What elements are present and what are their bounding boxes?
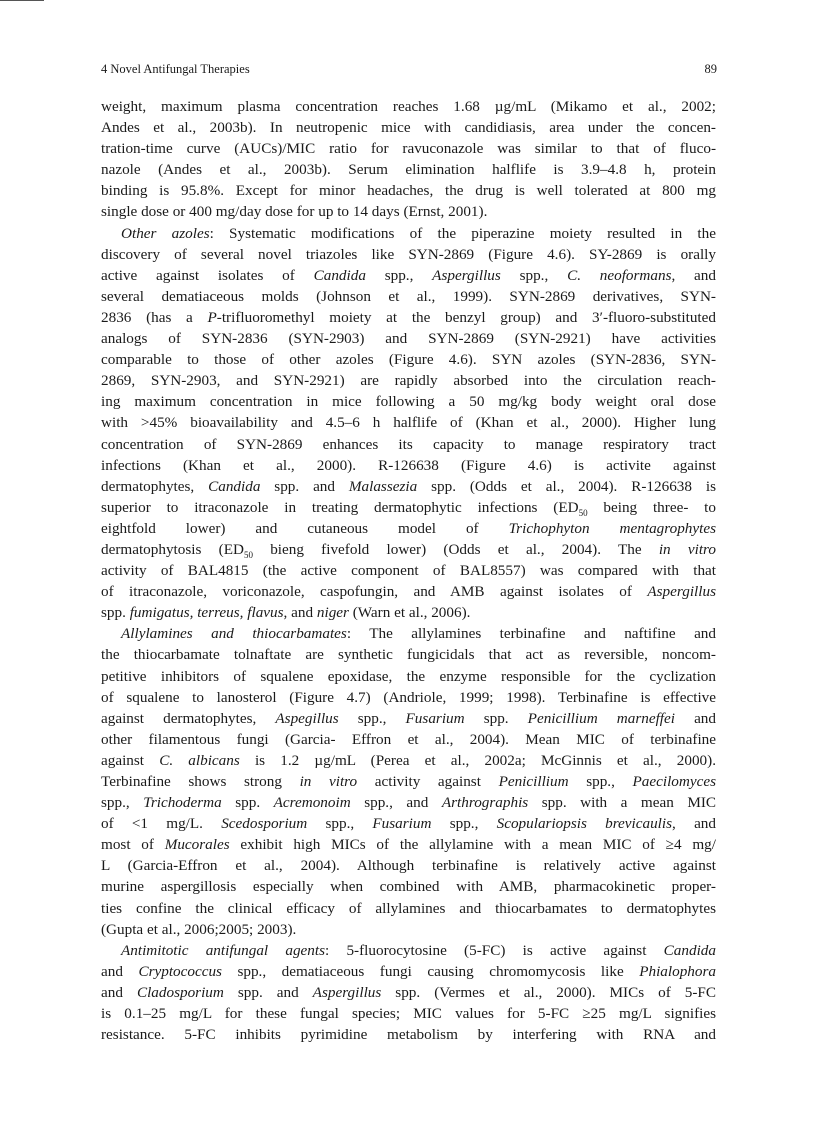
text-line: comparable to those of other azoles (Figure 4.6). SYN azoles (SYN-2836, SYN- [101,351,716,369]
text-line: 2836 (has a P-trifluoromethyl moiety at the benzyl group) and 3′-fluoro-substituted [101,308,716,326]
text-line: Allylamines and thiocarbamates: The allylamines terbinafine and naftifine and [121,625,716,643]
page-number: 89 [704,62,717,76]
text-line: (Gupta et al., 2006;2005; 2003). [101,920,297,938]
text-line: other filamentous fungi (Garcia- Effron et al., 2004). Mean MIC of terbinafine [101,730,716,748]
text-line: of itraconazole, voriconazole, caspofungin, and AMB against isolates of Aspergillus [101,583,716,601]
text-line: with >45% bioavailability and 4.5–6 h halflife of (Khan et al., 2000). Higher lung [101,414,716,432]
text-line: superior to itraconazole in treating dermatophytic infections ($ED_{50}$ being three- to [101,498,716,518]
text-line: nazole (Andes et al., 2003b). Serum elimination halflife is 3.9–4.8 h, protein [101,161,716,179]
text-line: tration-time curve (AUCs)/MIC ratio for ravuconazole was similar to that of fluco- [101,140,716,158]
text-line: concentration of SYN-2869 enhances its capacity to manage respiratory tract [101,435,716,453]
text-line: of squalene to lanosterol (Figure 4.7) (Andriole, 1999; 1998). Terbinafine is effective [101,688,716,706]
text-line: spp. fumigatus, terreus, flavus, and niger (Warn et al., 2006). [101,604,471,622]
text-line: petitive inhibitors of squalene epoxidase, the enzyme responsible for the cyclization [101,667,716,685]
text-line: ing maximum concentration in mice following a 50 mg/kg body weight oral dose [101,393,716,411]
text-line: Other azoles: Systematic modifications of the piperazine moiety resulted in the [121,224,716,242]
text-line: and Cryptococcus spp., dematiaceous fungi causing chromomycosis like Phialophora [101,962,716,980]
text-line: resistance. 5-FC inhibits pyrimidine metabolism by interfering with RNA and [101,1026,716,1044]
text-line: murine aspergillosis especially when combined with AMB, pharmacokinetic proper- [101,878,716,896]
text-line: 2869, SYN-2903, and SYN-2921) are rapidly absorbed into the circulation reach- [101,372,716,390]
text-line: dermatophytosis ($ED_{50}$ bieng fivefold lower) (Odds et al., 2004). The in vitro [101,540,716,560]
text-line: most of Mucorales exhibit high MICs of the allylamine with a mean MIC of ≥4 mg/ [101,836,716,854]
text-line: is 0.1–25 mg/L for these fungal species; MIC values for 5-FC ≥25 mg/L signifies [101,1005,716,1023]
text-line: activity of BAL4815 (the active component of BAL8557) was compared with that [101,562,716,580]
text-line: dermatophytes, Candida spp. and Malassezia spp. (Odds et al., 2004). R-126638 is [101,477,716,495]
text-line: the thiocarbamate tolnaftate are synthetic fungicidals that act as reversible, noncom- [101,646,716,664]
text-line: L (Garcia-Effron et al., 2004). Although terbinafine is relatively active against [101,857,716,875]
text-line: weight, maximum plasma concentration reaches 1.68 µg/mL (Mikamo et al., 2002; [101,98,716,115]
text-line: discovery of several novel triazoles like SYN-2869 (Figure 4.6). SY-2869 is orally [101,245,716,263]
body-text [101,96,716,1045]
text-line: several dematiaceous molds (Johnson et al., 1999). SYN-2869 derivatives, SYN- [101,287,716,305]
crop-mark [0,0,44,1]
text-line: Terbinafine shows strong in vitro activity against Penicillium spp., Paecilomyces [101,773,716,790]
text-line: spp., Trichoderma spp. Acremonoim spp., and Arthrographis spp. with a mean MIC [101,794,717,812]
running-header [101,61,717,77]
text-line: ties confine the clinical efficacy of allylamines and thiocarbamates to dermatophytes [101,899,716,917]
text-line: and Cladosporium spp. and Aspergillus spp. (Vermes et al., 2000). MICs of 5-FC [101,983,716,1001]
text-line: eightfold lower) and cutaneous model of Trichophyton mentagrophytes [101,519,716,537]
text-line: Antimitotic antifungal agents: 5-fluorocytosine (5-FC) is active against Candida [121,941,716,959]
running-title: 4 Novel Antifungal Therapies [101,62,250,76]
text-line: of <1 mg/L. Scedosporium spp., Fusarium spp., Scopulariopsis brevicaulis, and [101,815,716,833]
text-line: Andes et al., 2003b). In neutropenic mice with candidiasis, area under the concen- [101,119,716,137]
text-line: against dermatophytes, Aspegillus spp., Fusarium spp. Penicillium marneffei and [101,709,716,727]
text-line: against C. albicans is 1.2 µg/mL (Perea et al., 2002a; McGinnis et al., 2000). [101,751,716,769]
text-line: single dose or 400 mg/day dose for up to 14 days (Ernst, 2001). [101,203,488,221]
text-line: binding is 95.8%. Except for minor headaches, the drug is well tolerated at 800 mg [101,182,716,200]
text-line: active against isolates of Candida spp., Aspergillus spp., C. neoformans, and [101,266,716,284]
text-line: infections (Khan et al., 2000). R-126638 (Figure 4.6) is activite against [101,456,716,474]
text-line: analogs of SYN-2836 (SYN-2903) and SYN-2869 (SYN-2921) have activities [101,330,716,348]
